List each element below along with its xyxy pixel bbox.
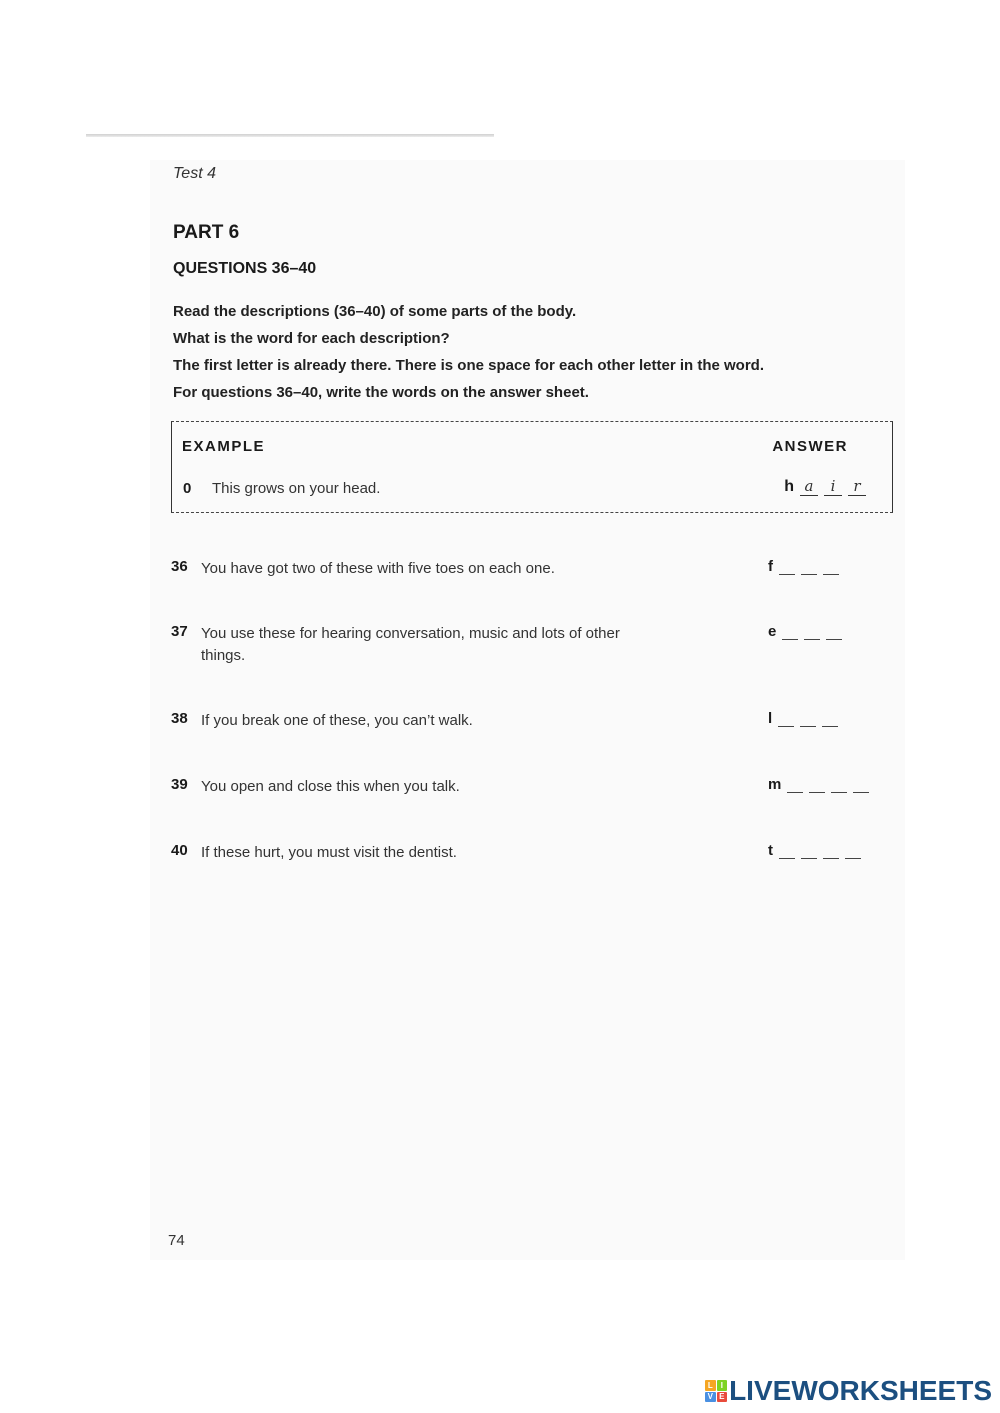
top-rule <box>86 134 494 137</box>
answer-blank[interactable] <box>853 780 869 793</box>
logo-letter: I <box>717 1380 728 1391</box>
question-text: If these hurt, you must visit the dentist. <box>201 844 457 861</box>
answer-blank[interactable] <box>800 714 816 727</box>
logo-letter: E <box>717 1392 728 1403</box>
answer-field[interactable] <box>768 710 844 727</box>
answer-blank[interactable] <box>778 714 794 727</box>
answer-blank[interactable] <box>826 627 842 640</box>
answer-first-letter: f <box>768 558 773 575</box>
example-text: This grows on your head. <box>212 480 381 497</box>
answer-blank[interactable] <box>782 627 798 640</box>
answer-blank[interactable] <box>779 562 795 575</box>
question-number: 36 <box>171 558 188 575</box>
example-box <box>171 421 893 513</box>
answer-field[interactable] <box>768 776 875 793</box>
question-text: You have got two of these with five toes on each one. <box>201 560 555 577</box>
instruction-line: The first letter is already there. There is one space for each other letter in the word. <box>173 357 765 374</box>
answer-blank[interactable] <box>804 627 820 640</box>
test-label: Test 4 <box>173 165 216 182</box>
answer-field[interactable] <box>768 842 867 859</box>
answer-blank[interactable] <box>787 780 803 793</box>
answer-blank[interactable] <box>801 562 817 575</box>
example-heading: EXAMPLE <box>182 438 266 455</box>
example-answer-letter: a <box>800 477 818 496</box>
answer-blank[interactable] <box>823 562 839 575</box>
answer-blank[interactable] <box>822 714 838 727</box>
answer-first-letter: t <box>768 842 773 859</box>
answer-blank[interactable] <box>845 846 861 859</box>
question-text: If you break one of these, you can’t walk. <box>201 712 473 729</box>
example-number: 0 <box>183 480 192 497</box>
question-number: 37 <box>171 623 188 640</box>
instruction-line: Read the descriptions (36–40) of some parts of the body. <box>173 303 577 320</box>
example-answer-letter: r <box>848 477 866 496</box>
example-answer-letter: i <box>824 477 842 496</box>
answer-first-letter: m <box>768 776 782 793</box>
answer-blank[interactable] <box>801 846 817 859</box>
answer-blank[interactable] <box>809 780 825 793</box>
liveworksheets-brand[interactable] <box>705 1375 992 1407</box>
brand-text: LIVEWORKSHEETS <box>729 1375 992 1406</box>
logo-letter: L <box>705 1380 716 1391</box>
questions-range: QUESTIONS 36–40 <box>173 260 317 277</box>
answer-blank[interactable] <box>823 846 839 859</box>
example-answer <box>784 477 872 496</box>
question-number: 39 <box>171 776 188 793</box>
question-number: 40 <box>171 842 188 859</box>
question-number: 38 <box>171 710 188 727</box>
answer-heading: ANSWER <box>772 438 848 455</box>
answer-blank[interactable] <box>779 846 795 859</box>
page-number: 74 <box>168 1232 185 1249</box>
example-answer-first-letter: h <box>784 478 794 495</box>
instruction-line: What is the word for each description? <box>173 330 450 347</box>
logo-letter: V <box>705 1392 716 1403</box>
question-text: You use these for hearing conversation, music and lots of other things. <box>201 625 620 664</box>
answer-field[interactable] <box>768 623 848 640</box>
answer-field[interactable] <box>768 558 845 575</box>
instruction-line: For questions 36–40, write the words on the answer sheet. <box>173 384 589 401</box>
answer-blank[interactable] <box>831 780 847 793</box>
liveworksheets-logo-icon <box>705 1380 727 1402</box>
part-title: PART 6 <box>173 222 240 243</box>
instructions <box>173 298 764 406</box>
question-text: You open and close this when you talk. <box>201 778 460 795</box>
answer-first-letter: l <box>768 710 773 727</box>
answer-first-letter: e <box>768 623 777 640</box>
